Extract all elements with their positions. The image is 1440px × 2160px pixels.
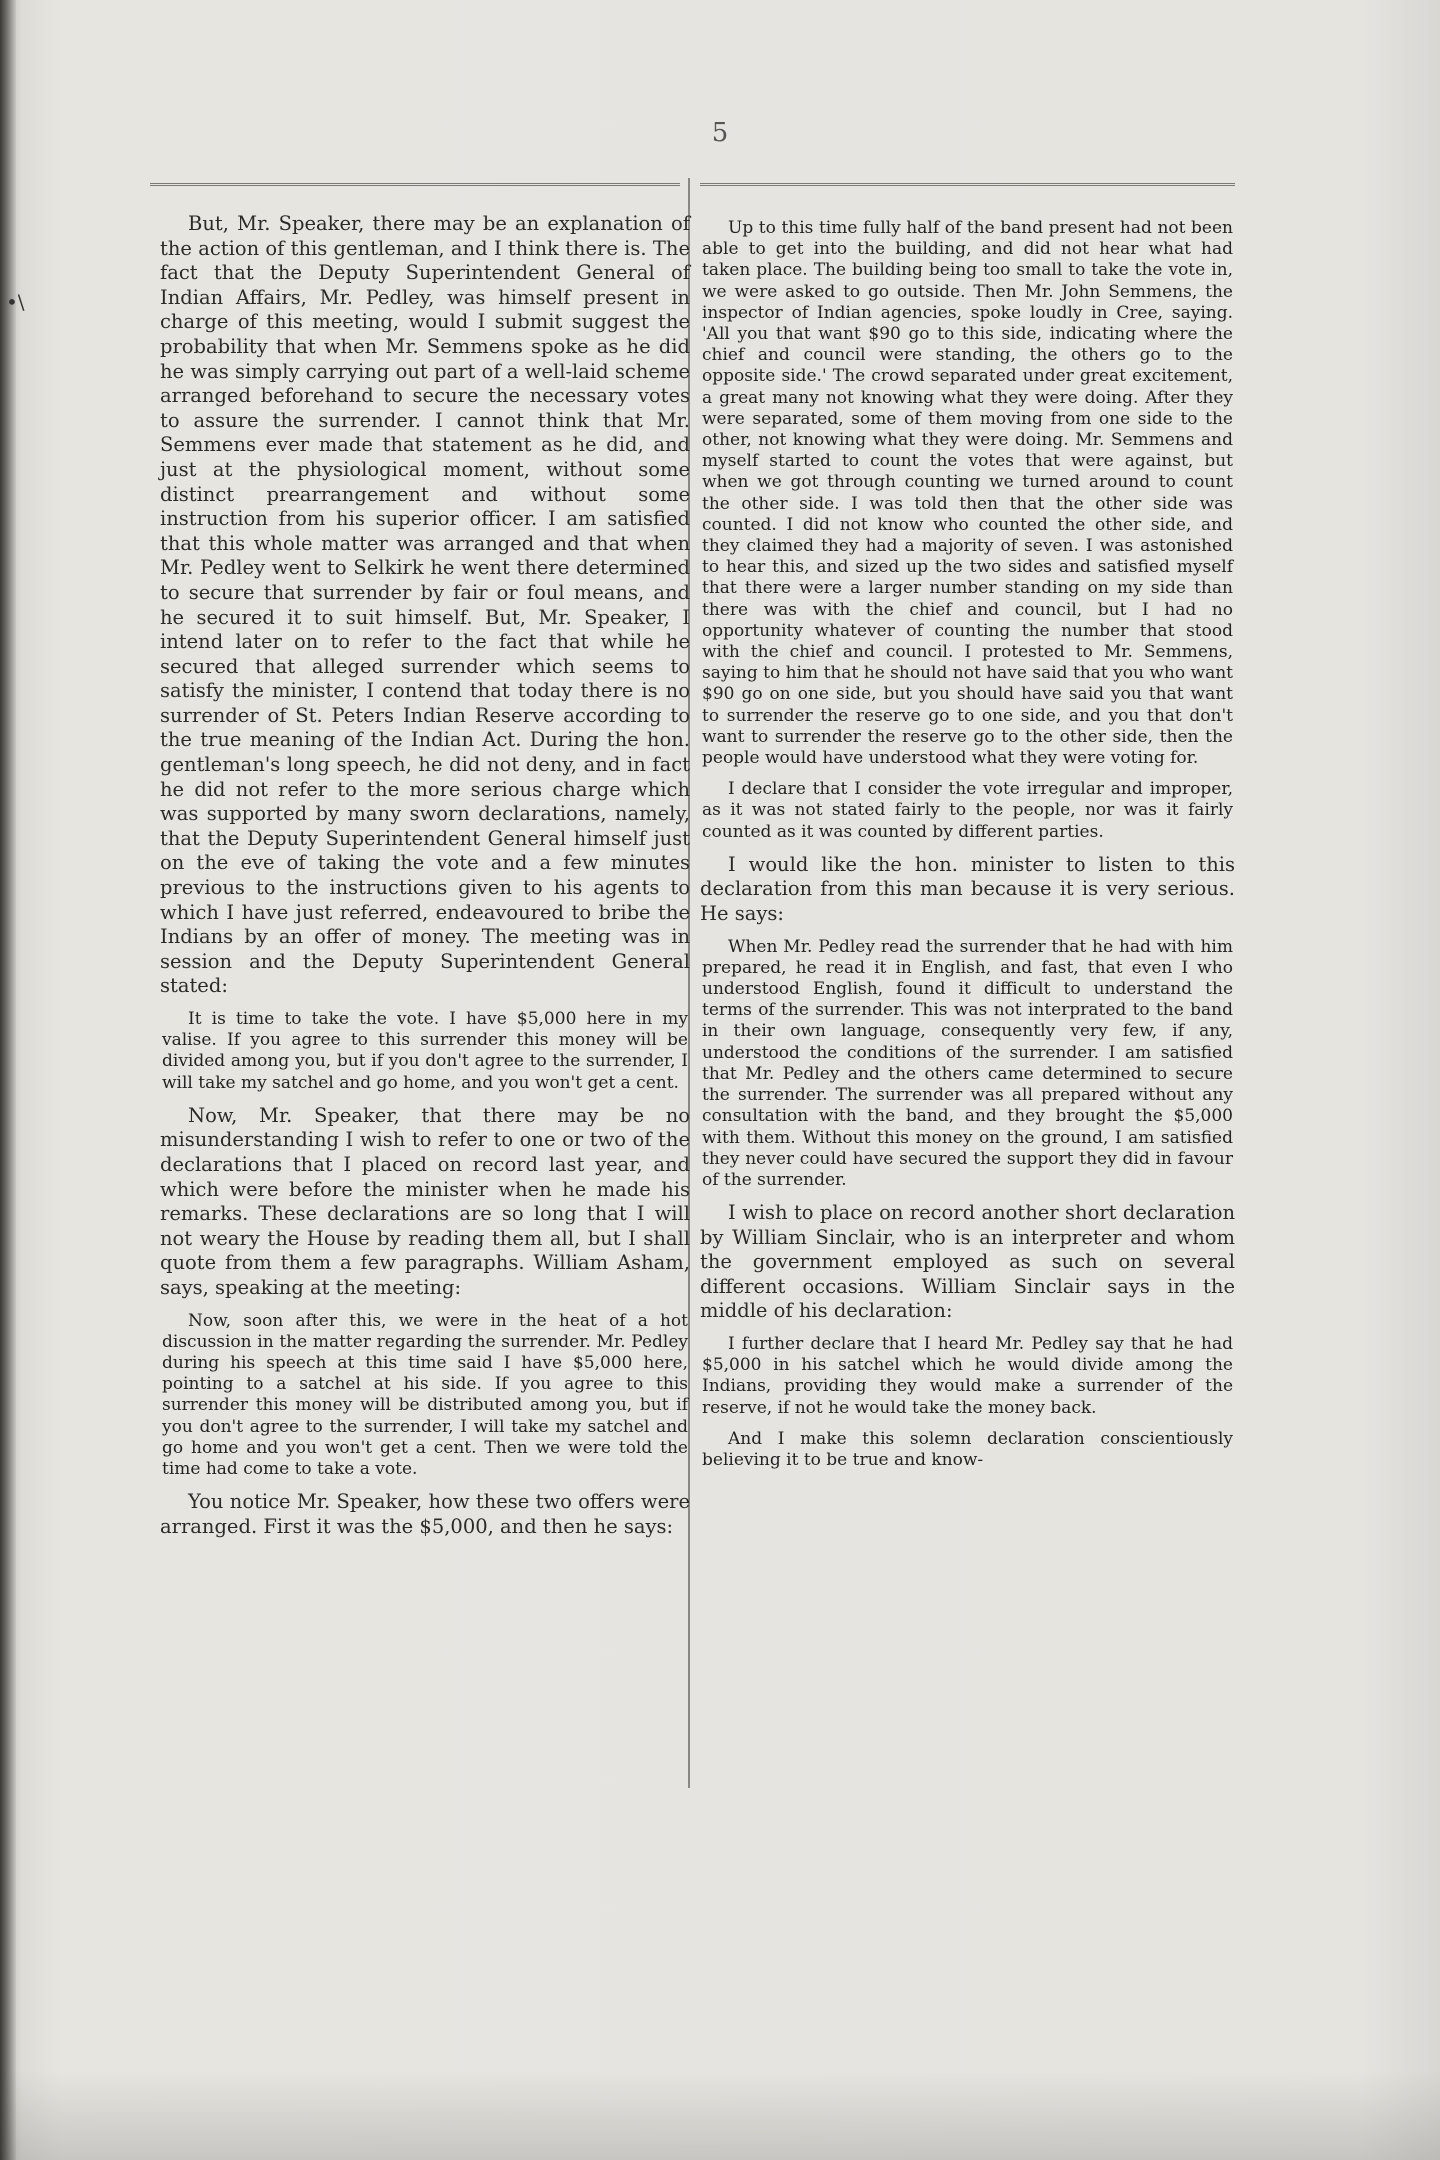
paragraph: I wish to place on record another short declaration by William Sinclair, who is an interpreter and whom the government employed as such on several different occasions. William Sinclair says in the middle of his declaration: — [700, 1201, 1235, 1323]
right-column — [700, 212, 1235, 1481]
header-rule-right — [700, 183, 1235, 186]
paragraph: Now, Mr. Speaker, that there may be no misunderstanding I wish to refer to one or two of the declarations that I placed on record last year, and which were before the minister when he made his remarks. These declarations are so long that I will not weary the House by reading them all, but I shall quote from them a few paragraphs. William Asham, says, speaking at the meeting: — [160, 1103, 690, 1299]
paragraph: I would like the hon. minister to listen to this declaration from this man because it is very serious. He says: — [700, 852, 1235, 926]
margin-mark: •\ — [6, 290, 25, 314]
quoted-statement: It is time to take the vote. I have $5,000 here in my valise. If you agree to this surrender this money will be divided among you, but if you don't agree to the surrender, I will take my satchel and go home, and you won't get a cent. — [162, 1009, 688, 1093]
quoted-statement: I further declare that I heard Mr. Pedley say that he had $5,000 in his satchel which he would divide among the Indians, providing they would make a surrender of the reserve, if not he would take the money back. — [702, 1334, 1233, 1418]
paragraph: But, Mr. Speaker, there may be an explanation of the action of this gentleman, and I think there is. The fact that the Deputy Superintendent General of Indian Affairs, Mr. Pedley, was himself present in charge of this meeting, would I submit suggest the probability that when Mr. Semmens spoke as he did he was simply carrying out part of a well-laid scheme arranged beforehand to secure the necessary votes to assure the surrender. I cannot think that Mr. Semmens ever made that statement as he did, and just at the physiological moment, without some distinct prearrangement and without some instruction from his superior officer. I am satisfied that this whole matter was arranged and that when Mr. Pedley went to Selkirk he went there determined to secure that surrender by fair or foul means, and he secured it to suit himself. But, Mr. Speaker, I intend later on to refer to the fact that while he secured that alleged surrender which seems to satisfy the minister, I contend that today there is no surrender of St. Peters Indian Reserve according to the true meaning of the Indian Act. During the hon. gentleman's long speech, he did not deny, and in fact he did not refer to the more serious charge which was supported by many sworn declarations, namely, that the Deputy Superintendent General himself just on the eve of taking the vote and a few minutes previous to the instructions given to his agents to which I have just referred, endeavoured to bribe the Indians by an offer of money. The meeting was in session and the Deputy Superintendent General stated: — [160, 212, 690, 998]
quoted-statement: Up to this time fully half of the band present had not been able to get into the building, and did not hear what had taken place. The building being too small to take the vote in, we were asked to go outside. Then Mr. John Semmens, the inspector of Indian agencies, spoke loudly in Cree, saying. 'All you that want $90 go to this side, indicating where the chief and council were standing, the others go to the opposite side.' The crowd separated under great excitement, a great many not knowing what they were doing. After they were separated, some of them moving from one side to the other, not knowing what they were doing. Mr. Semmens and myself started to count the votes that were against, but when we got through counting we turned around to count the other side. I was told then that the other side was counted. I did not know who counted the other side, and they claimed they had a majority of seven. I was astonished to hear this, and sized up the two sides and satisfied myself that there were a larger number standing on my side than there was with the chief and council, but I had no opportunity whatever of counting the number that stood with the chief and council. I protested to Mr. Semmens, saying to him that he should not have said that you who want $90 go on one side, but you should have said you that want to surrender the reserve go to one side, and you that don't want to surrender the reserve go to the other side, then the people would have understood what they were voting for. — [702, 218, 1233, 769]
quoted-statement: When Mr. Pedley read the surrender that he had with him prepared, he read it in English, and fast, that even I who understood English, found it difficult to understand the terms of the surrender. This was not interprated to the band in their own language, consequently very few, if any, understood the conditions of the surrender. I am satisfied that Mr. Pedley and the others came determined to secure the surrender. The surrender was all prepared without any consultation with the band, and they brought the $5,000 with them. Without this money on the ground, I am satisfied they never could have secured the support they did in favour of the surrender. — [702, 936, 1233, 1190]
page-edge-shadow — [0, 0, 16, 2160]
bottom-shadow — [0, 2070, 1440, 2160]
page-number: 5 — [711, 118, 729, 148]
quoted-statement: And I make this solemn declaration conscientiously believing it to be true and know- — [702, 1428, 1233, 1471]
left-column — [160, 212, 690, 1549]
quoted-statement: Now, soon after this, we were in the heat of a hot discussion in the matter regarding the surrender. Mr. Pedley during his speech at this time said I have $5,000 here, pointing to a satchel at his side. If you agree to this surrender this money will be distributed among you, but if you don't agree to the surrender, I will take my satchel and go home and you won't get a cent. Then we were told the time had come to take a vote. — [162, 1310, 688, 1479]
header-rule-left — [150, 183, 680, 186]
quoted-statement: I declare that I consider the vote irregular and improper, as it was not stated fairly to the people, nor was it fairly counted as it was counted by different parties. — [702, 779, 1233, 842]
paragraph: You notice Mr. Speaker, how these two offers were arranged. First it was the $5,000, and then he says: — [160, 1490, 690, 1538]
